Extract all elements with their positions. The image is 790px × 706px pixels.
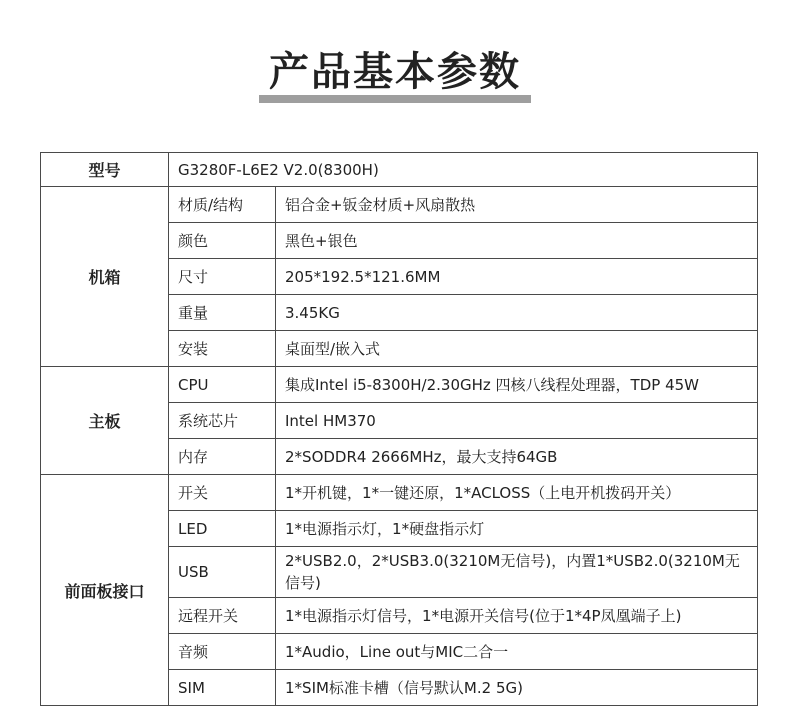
row-label: 远程开关 (169, 598, 276, 634)
group-label-mainboard: 主板 (41, 367, 169, 475)
row-value: 1*电源指示灯信号，1*电源开关信号(位于1*4P凤凰端子上) (276, 598, 758, 634)
row-label: SIM (169, 670, 276, 706)
row-value: 集成Intel i5-8300H/2.30GHz 四核八线程处理器，TDP 45W (276, 367, 758, 403)
row-value: 2*SODDR4 2666MHz，最大支持64GB (276, 439, 758, 475)
row-value: Intel HM370 (276, 403, 758, 439)
row-value: 3.45KG (276, 295, 758, 331)
row-label: 尺寸 (169, 259, 276, 295)
title-underline (259, 95, 531, 103)
table-row (41, 475, 758, 511)
model-value: G3280F-L6E2 V2.0(8300H) (169, 153, 758, 187)
row-label: 系统芯片 (169, 403, 276, 439)
row-label: 开关 (169, 475, 276, 511)
row-value: 铝合金+钣金材质+风扇散热 (276, 187, 758, 223)
row-value: 1*开机键，1*一键还原，1*ACLOSS（上电开机拨码开关） (276, 475, 758, 511)
spec-table (40, 152, 758, 706)
model-label: 型号 (41, 153, 169, 187)
row-value: 黑色+银色 (276, 223, 758, 259)
page-title: 产品基本参数 (269, 49, 521, 95)
row-label: 材质/结构 (169, 187, 276, 223)
row-label: CPU (169, 367, 276, 403)
row-label: 重量 (169, 295, 276, 331)
table-row (41, 367, 758, 403)
row-label: USB (169, 547, 276, 598)
table-row-model (41, 153, 758, 187)
page-header (0, 0, 790, 150)
row-label: 颜色 (169, 223, 276, 259)
row-label: 内存 (169, 439, 276, 475)
table-row (41, 187, 758, 223)
row-value: 1*电源指示灯，1*硬盘指示灯 (276, 511, 758, 547)
row-label: 安装 (169, 331, 276, 367)
row-label: LED (169, 511, 276, 547)
row-label: 音频 (169, 634, 276, 670)
group-label-front-panel: 前面板接口 (41, 475, 169, 706)
row-value: 桌面型/嵌入式 (276, 331, 758, 367)
group-label-chassis: 机箱 (41, 187, 169, 367)
row-value: 1*Audio，Line out与MIC二合一 (276, 634, 758, 670)
row-value: 205*192.5*121.6MM (276, 259, 758, 295)
row-value: 1*SIM标准卡槽（信号默认M.2 5G) (276, 670, 758, 706)
row-value: 2*USB2.0，2*USB3.0(3210M无信号)，内置1*USB2.0(3210M无信号) (276, 547, 758, 598)
